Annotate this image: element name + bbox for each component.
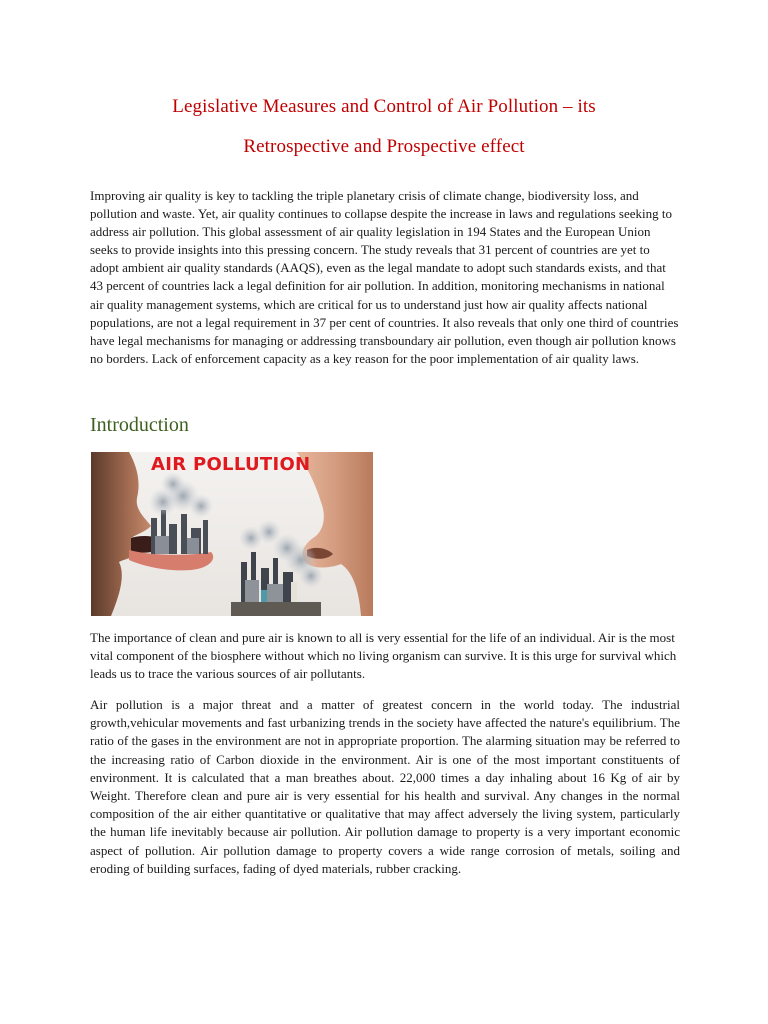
illustration-graphic [91, 452, 373, 616]
abstract-paragraph: Improving air quality is key to tackling the triple planetary crisis of climate change, biodiversity loss, and pollution and waste. Yet, air quality continues to collapse despite the increase in laws and regulations seeking to address air pollution. This global assessment of air quality legislation in 194 States and the European Union seeks to provide insights into this pressing concern. The study reveals that 31 percent of countries are yet to adopt ambient air quality standards (AAQS), even as the legal mandate to adopt such standards exists, and that 43 percent of countries lack a legal definition for air pollution. In addition, monitoring mechanisms in national air quality management systems, which are critical for us to understand just how air quality affects national populations, are not a legal requirement in 37 per cent of countries. It also reveals that only one third of countries have legal mechanisms for managing or addressing transboundary air pollution, even though air pollution knows no borders. Lack of enforcement capacity as a key reason for the poor implementation of air quality laws. [90, 188, 679, 366]
illustration-title: AIR POLLUTION [151, 454, 311, 475]
importance-paragraph: The importance of clean and pure air is known to all is very essential for the life of an individual. Air is the most vital component of the biosphere without which no living organism can survive. It is this urge for survival which leads us to trace the various sources of air pollutants. [90, 630, 677, 682]
air-pollution-illustration [91, 452, 373, 616]
air-pollution-paragraph: Air pollution is a major threat and a matter of greatest concern in the world today. The industrial growth,vehicular movements and fast urbanizing trends in the society have affected the nature's equilibrium. The ratio of the gases in the environment are not in appropriate proportion. The alarming situation may be referred to the increasing ratio of Carbon dioxide in the environment. Air is one of the most important constituents of environment. It is calculated that a man breathes about. 22,000 times a day inhaling about 16 Kg of air by Weight. Therefore clean and pure air is very essential for his health and survival. Any changes in the normal composition of the air either quantitative or qualitative that may affect adversely the living system, particularly the human life inevitably because air pollution. Air pollution damage to property is a very important economic aspect of pollution. Air pollution damage to property covers a wide range corrosion of metals, soiling and eroding of building surfaces, fading of dyed materials, rubber cracking. [90, 697, 680, 876]
document-title-line-1: Legislative Measures and Control of Air Pollution – its [172, 96, 596, 117]
document-title-line-2: Retrospective and Prospective effect [243, 136, 525, 157]
introduction-heading: Introduction [90, 414, 189, 436]
